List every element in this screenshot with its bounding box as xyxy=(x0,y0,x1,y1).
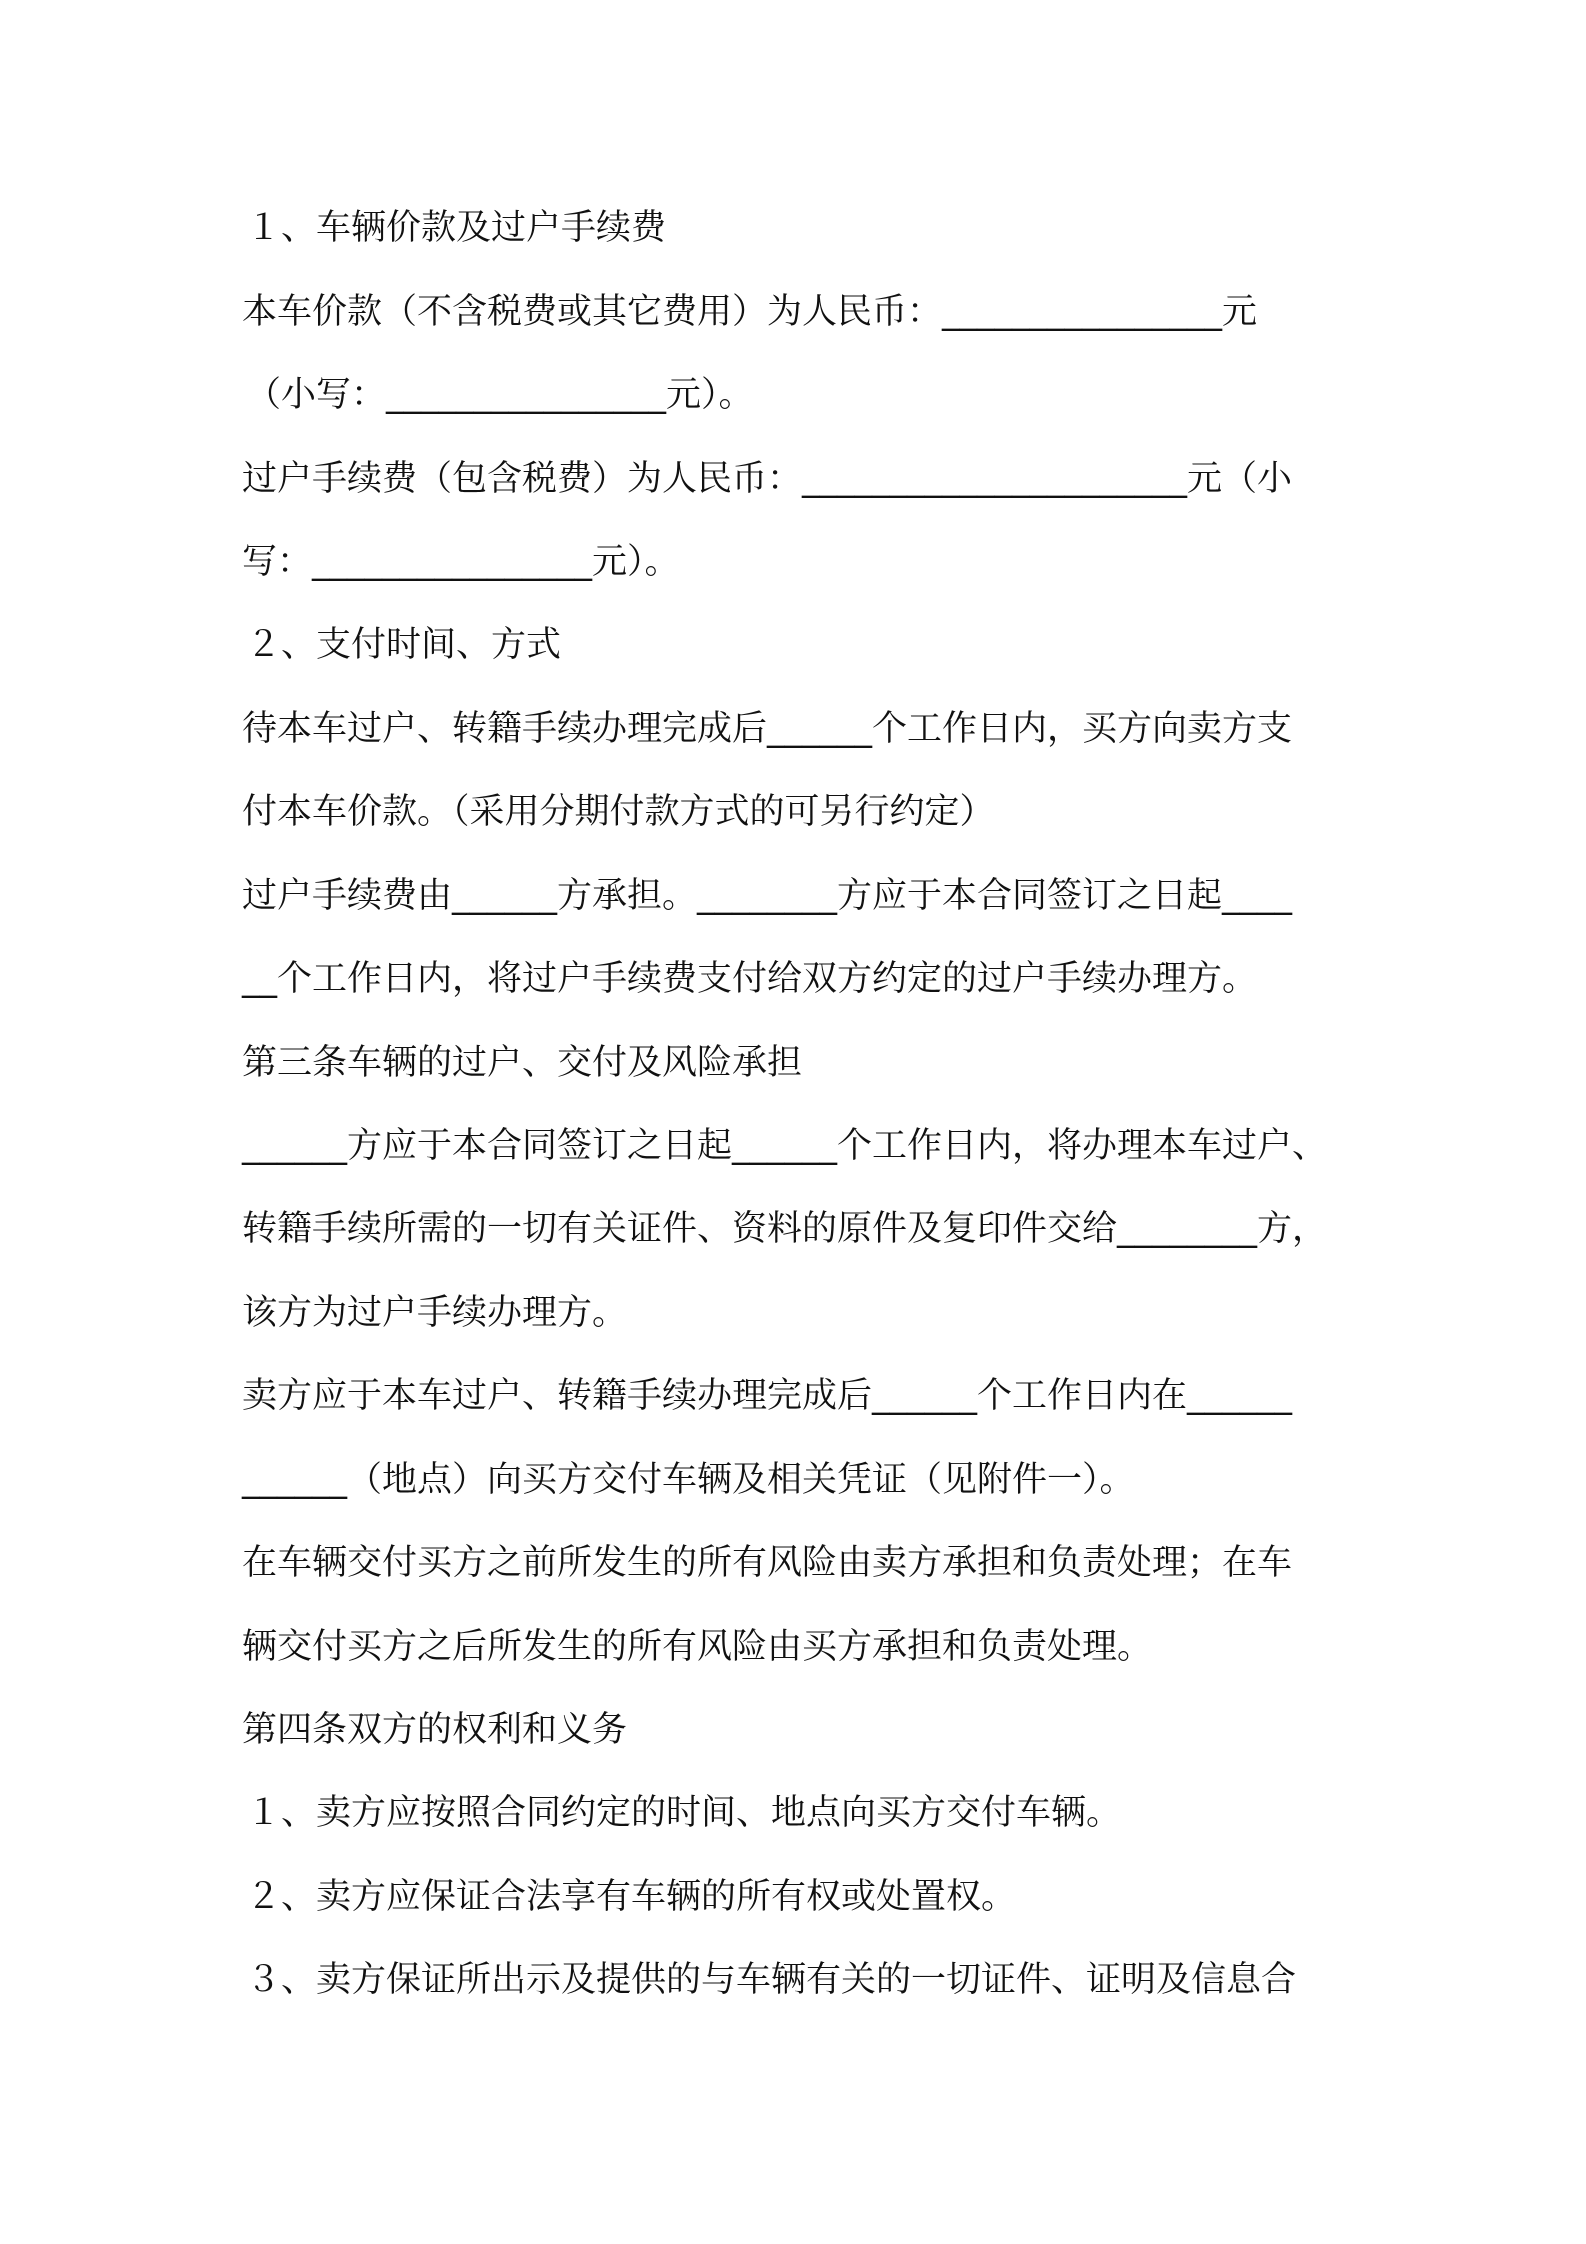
paragraph-line: 卖方应于本车过户、转籍手续办理完成后______个工作日内在______ xyxy=(242,1376,1293,1416)
paragraph-line: ______方应于本合同签订之日起______个工作日内，将办理本车过户、 xyxy=(242,1126,1328,1166)
paragraph-line: 本车价款（不含税费或其它费用）为人民币：________________元 xyxy=(242,292,1258,332)
list-item: ２、卖方应保证合法享有车辆的所有权或处置权。 xyxy=(246,1877,1017,1917)
paragraph-line: __个工作日内，将过户手续费支付给双方约定的过户手续办理方。 xyxy=(242,959,1258,999)
paragraph-line: 在车辆交付买方之前所发生的所有风险由卖方承担和负责处理；在车 xyxy=(242,1543,1293,1583)
paragraph-line: （小写：________________元）。 xyxy=(246,375,754,415)
article-heading-transfer: 第三条车辆的过户、交付及风险承担 xyxy=(242,1043,803,1083)
section-heading-price: １、车辆价款及过户手续费 xyxy=(246,208,667,248)
paragraph-line: ______（地点）向买方交付车辆及相关凭证（见附件一）。 xyxy=(242,1460,1135,1500)
paragraph-line: 付本车价款。（采用分期付款方式的可另行约定） xyxy=(242,792,995,832)
paragraph-line: 辆交付买方之后所发生的所有风险由买方承担和负责处理。 xyxy=(242,1627,1153,1667)
paragraph-line: 过户手续费由______方承担。________方应于本合同签订之日起____ xyxy=(242,876,1293,916)
paragraph-line: 该方为过户手续办理方。 xyxy=(242,1293,628,1333)
paragraph-line: 转籍手续所需的一切有关证件、资料的原件及复印件交给________方， xyxy=(242,1209,1328,1249)
section-heading-payment: ２、支付时间、方式 xyxy=(246,625,562,665)
article-heading-rights: 第四条双方的权利和义务 xyxy=(242,1710,628,1750)
list-item: ３、卖方保证所出示及提供的与车辆有关的一切证件、证明及信息合 xyxy=(246,1960,1297,2000)
paragraph-line: 待本车过户、转籍手续办理完成后______个工作日内，买方向卖方支 xyxy=(242,709,1293,749)
paragraph-line: 过户手续费（包含税费）为人民币：______________________元（小 xyxy=(242,459,1293,499)
paragraph-line: 写：________________元）。 xyxy=(242,542,680,582)
list-item: １、卖方应按照合同约定的时间、地点向买方交付车辆。 xyxy=(246,1793,1122,1833)
